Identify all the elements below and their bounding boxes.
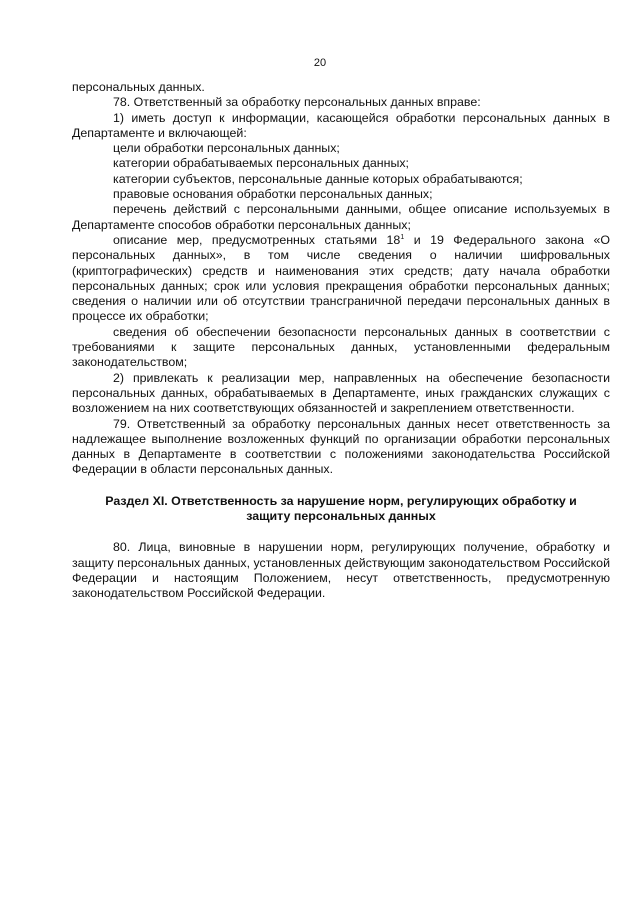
- page-number: 20: [313, 57, 327, 69]
- paragraph-78-item-1-security: сведения об обеспечении безопасности персональных данных в соответствии с требованиями к защите персональных данных, установленными федеральным законодательством;: [72, 324, 610, 370]
- paragraph-78-item-1: 1) иметь доступ к информации, касающейся обработки персональных данных в Департаменте и включающей:: [72, 110, 610, 140]
- paragraph-continuation: персональных данных.: [72, 80, 205, 94]
- paragraph-78-item-1-categories-data: категории обрабатываемых персональных данных;: [113, 156, 409, 171]
- paragraph-78-item-1-purposes: цели обработки персональных данных;: [113, 141, 340, 156]
- spacer: [72, 524, 610, 540]
- document-body: [72, 80, 610, 602]
- measures-text-end: и 19 Федерального закона «О персональных данных», в том числе сведения о наличии шифровальных (криптографических) средств и наименования этих средств; дату начала обработки персональных данных; срок или условия прекращения обработки персональных данных; сведения о наличии или об отсутствии трансграничной передачи персональных данных в процессе их обработки;: [72, 232, 610, 324]
- paragraph-78-item-1-measures: [72, 233, 610, 325]
- paragraph-78-intro: 78. Ответственный за обработку персональных данных вправе:: [113, 95, 481, 110]
- measures-text-start: описание мер, предусмотренных статьями 18: [113, 232, 401, 247]
- paragraph-78-item-2: 2) привлекать к реализации мер, направленных на обеспечение безопасности персональных данных, обрабатываемых в Департаменте, иных гражданских служащих с возложением на них соответствующих обязанностей и закреплением ответственности.: [72, 370, 610, 416]
- paragraph-78-item-1-categories-subjects: категории субъектов, персональные данные которых обрабатываются;: [113, 171, 523, 186]
- paragraph-78-item-1-actions-list: перечень действий с персональными данными, общее описание используемых в Департаменте способов обработки персональных данных;: [72, 202, 610, 232]
- paragraph-79: 79. Ответственный за обработку персональных данных несет ответственность за надлежащее выполнение возложенных функций по организации обработки персональных данных в Департаменте в соответствии с положениями законодательства Российской Федерации в области персональных данных.: [72, 416, 610, 477]
- article-superscript: 1: [400, 233, 405, 241]
- section-heading: Раздел XI. Ответственность за нарушение норм, регулирующих обработку и защиту персональных данных: [105, 493, 577, 524]
- paragraph-78-item-1-legal-grounds: правовые основания обработки персональных данных;: [113, 187, 433, 202]
- paragraph-80: 80. Лица, виновные в нарушении норм, регулирующих получение, обработку и защиту персональных данных, установленных действующим законодательством Российской Федерации и настоящим Положением, несут ответственность, предусмотренную законодательством Российской Федерации.: [72, 540, 610, 601]
